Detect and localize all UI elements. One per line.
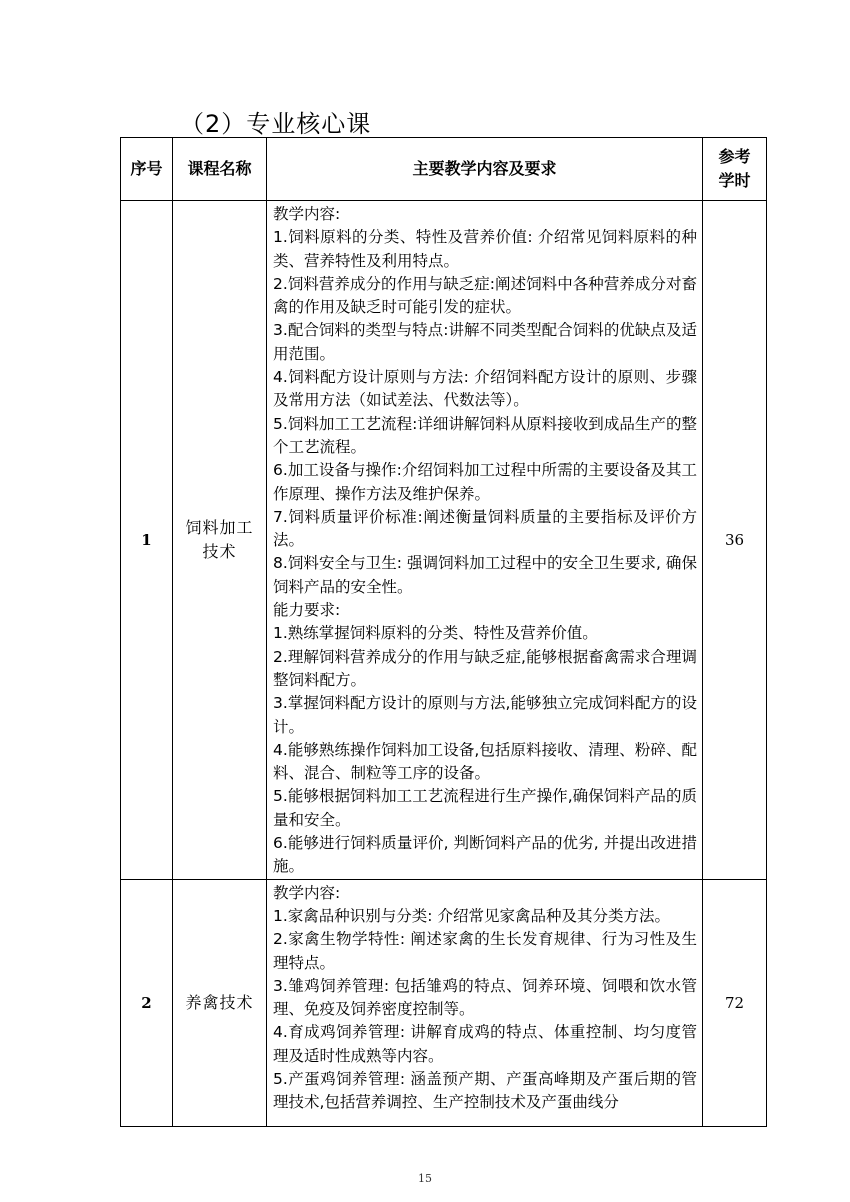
content-line: 6.能够进行饲料质量评价, 判断饲料产品的优劣, 并提出改进措施。 — [273, 834, 697, 876]
content-line: 5.能够根据饲料加工工艺流程进行生产操作,确保饲料产品的质量和安全。 — [273, 787, 697, 829]
header-content: 主要教学内容及要求 — [267, 138, 703, 201]
content-line: 6.加工设备与操作:介绍饲料加工过程中所需的主要设备及其工作原理、操作方法及维护保养。 — [273, 461, 697, 503]
table-header-row — [121, 138, 767, 201]
course-content — [267, 201, 703, 880]
content-line: 5.饲料加工工艺流程:详细讲解饲料从原料接收到成品生产的整个工艺流程。 — [273, 414, 697, 456]
course-name-line2: 技术 — [202, 541, 237, 561]
content-line: 能力要求: — [273, 601, 341, 620]
content-line: 3.配合饲料的类型与特点:讲解不同类型配合饲料的优缺点及适用范围。 — [273, 321, 697, 363]
course-hours: 72 — [703, 879, 767, 1126]
content-line: 2.家禽生物学特性: 阐述家禽的生长发育规律、行为习性及生理特点。 — [273, 930, 697, 972]
content-line: 5.产蛋鸡饲养管理: 涵盖预产期、产蛋高峰期及产蛋后期的管理技术,包括营养调控、生产控制技术及产蛋曲线分 — [273, 1069, 697, 1112]
content-line: 教学内容: — [273, 883, 341, 902]
content-line: 3.掌握饲料配方设计的原则与方法,能够独立完成饲料配方的设计。 — [273, 694, 697, 736]
header-course-name: 课程名称 — [173, 138, 267, 201]
header-hours — [703, 138, 767, 201]
table-row — [121, 201, 767, 880]
header-hours-line2: 学时 — [718, 171, 751, 190]
content-line: 4.能够熟练操作饲料加工设备,包括原料接收、清理、粉碎、配料、混合、制粒等工序的设备。 — [273, 740, 697, 783]
content-line: 2.饲料营养成分的作用与缺乏症:阐述饲料中各种营养成分对畜禽的作用及缺乏时可能引发的症状。 — [273, 274, 697, 317]
section-title: （2）专业核心课 — [180, 110, 372, 138]
content-line: 1.家禽品种识别与分类: 介绍常见家禽品种及其分类方法。 — [273, 906, 670, 925]
table-row — [121, 879, 767, 1126]
content-line: 1.饲料原料的分类、特性及营养价值: 介绍常见饲料原料的种类、营养特性及利用特点。 — [273, 228, 697, 270]
content-line: 4.育成鸡饲养管理: 讲解育成鸡的特点、体重控制、均匀度管理及适时性成熟等内容。 — [273, 1023, 697, 1065]
header-hours-line1: 参考 — [718, 147, 751, 166]
course-name — [173, 201, 267, 880]
content-line: 3.雏鸡饲养管理: 包括雏鸡的特点、饲养环境、饲喂和饮水管理、免疫及饲养密度控制等。 — [273, 976, 697, 1019]
content-line: 8.饲料安全与卫生: 强调饲料加工过程中的安全卫生要求, 确保饲料产品的安全性。 — [273, 554, 697, 596]
content-line: 4.饲料配方设计原则与方法: 介绍饲料配方设计的原则、步骤及常用方法（如试差法、代数法等）。 — [273, 368, 697, 410]
course-name-line1: 饲料加工 — [185, 517, 254, 537]
course-hours: 36 — [703, 201, 767, 880]
content-line: 7.饲料质量评价标准:阐述衡量饲料质量的主要指标及评价方法。 — [273, 507, 697, 550]
content-line: 教学内容: — [273, 205, 341, 223]
page-number: 15 — [418, 1172, 432, 1185]
course-name — [173, 879, 267, 1126]
row-number: 2 — [121, 879, 173, 1126]
core-course-table — [120, 137, 767, 1127]
content-line: 2.理解饲料营养成分的作用与缺乏症,能够根据畜禽需求合理调整饲料配方。 — [273, 647, 697, 689]
content-line: 1.熟练掌握饲料原料的分类、特性及营养价值。 — [273, 624, 598, 643]
header-no: 序号 — [121, 138, 173, 201]
course-name-line1: 养禽技术 — [185, 992, 254, 1012]
course-content — [267, 879, 703, 1126]
row-number: 1 — [121, 201, 173, 880]
